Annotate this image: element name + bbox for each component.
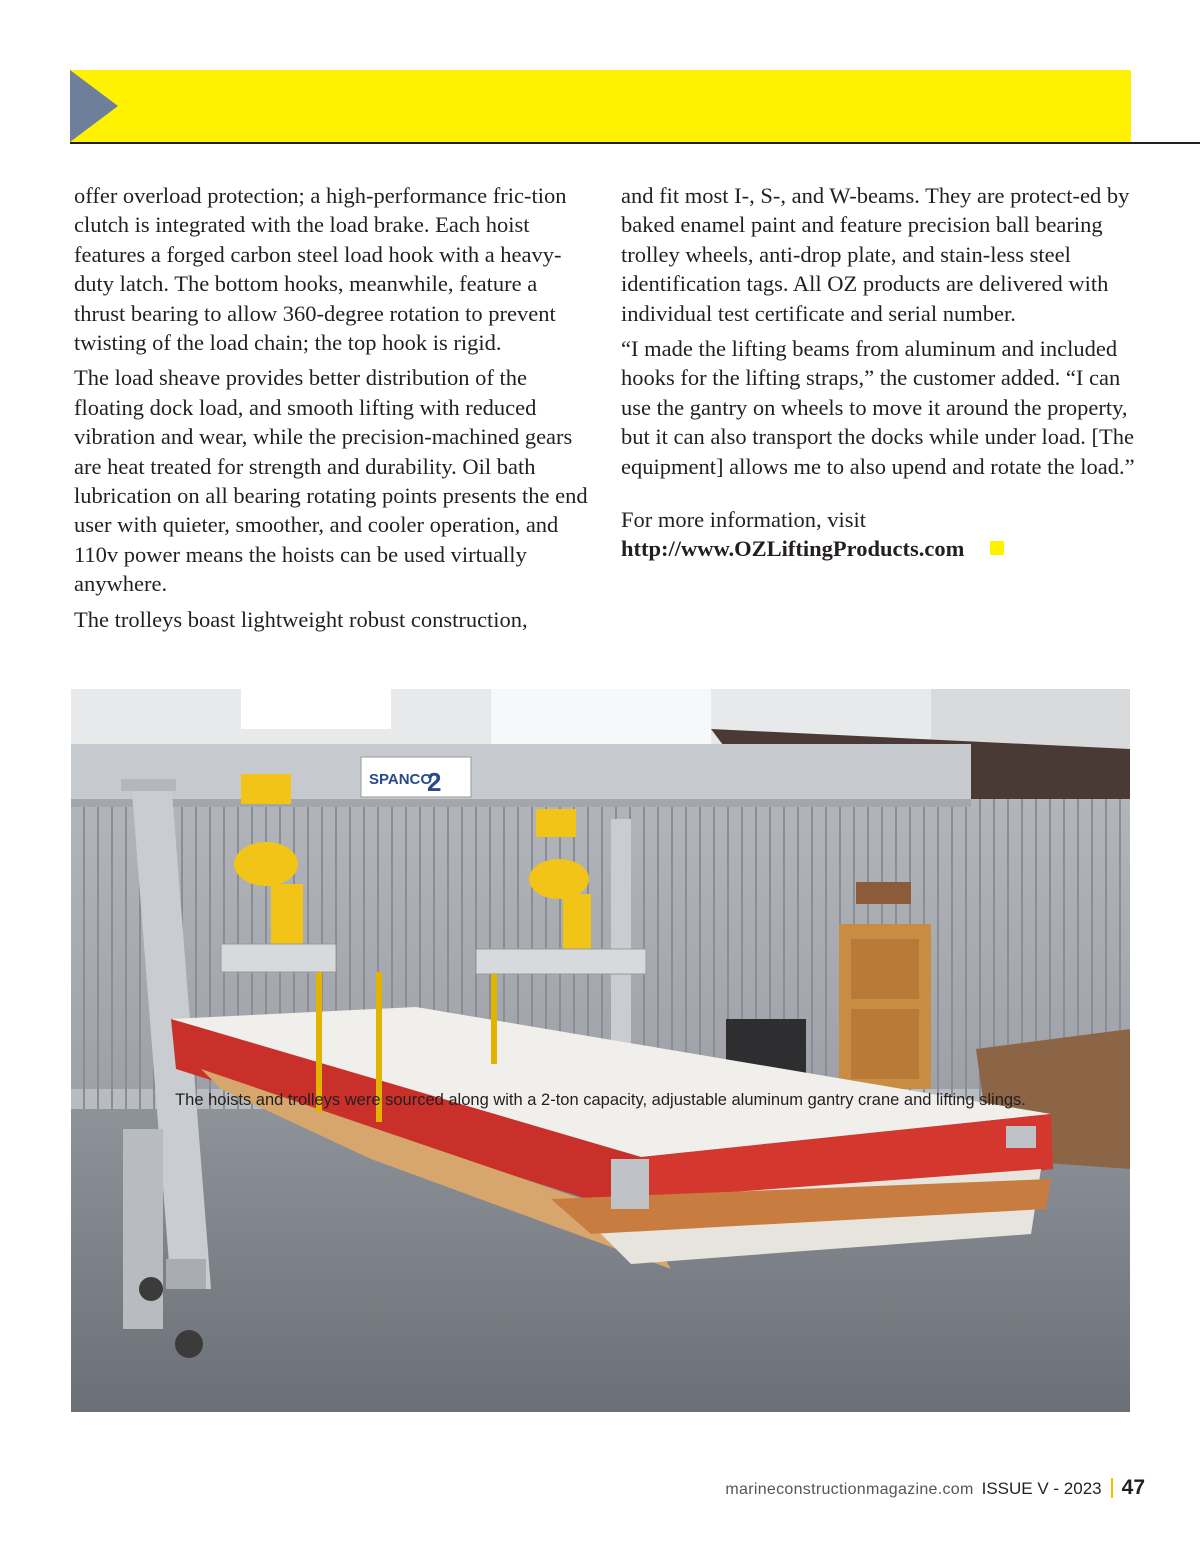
article-photo bbox=[71, 689, 1130, 1412]
header-rule bbox=[70, 142, 1200, 144]
more-info-line bbox=[621, 534, 1141, 563]
header-banner bbox=[70, 70, 1131, 142]
footer-issue: ISSUE V - 2023 bbox=[981, 1479, 1102, 1498]
crane-sign-brand: SPANCO bbox=[369, 771, 433, 788]
photo-caption: The hoists and trolleys were sourced along with a 2-ton capacity, adjustable aluminum gantry crane and lifting slings. bbox=[175, 1091, 1026, 1109]
left-column bbox=[74, 181, 594, 640]
page-footer bbox=[725, 1476, 1145, 1500]
header-arrow-icon bbox=[70, 70, 118, 142]
more-info-link[interactable]: http://www.OZLiftingProducts.com bbox=[621, 536, 965, 562]
end-of-article-icon bbox=[990, 541, 1004, 555]
page-number: 47 bbox=[1121, 1476, 1145, 1499]
paragraph: offer overload protection; a high-performance fric-tion clutch is integrated with the load brake. Each hoist features a forged carbon steel load hook with a heavy-duty latch. The bottom hooks, meanwhile, feature a thrust bearing to allow 360-degree rotation to prevent twisting of the load chain; the top hook is rigid. bbox=[74, 183, 567, 356]
footer-site: marineconstructionmagazine.com bbox=[725, 1481, 974, 1498]
paragraph: and fit most I-, S-, and W-beams. They are protect-ed by baked enamel paint and feature precision ball bearing trolley wheels, anti-drop plate, and stain-less steel identification tags. All OZ products are delivered with individual test certificate and serial number. bbox=[621, 183, 1130, 326]
paragraph: The load sheave provides better distribution of the floating dock load, and smooth lifting with reduced vibration and wear, while the precision-machined gears are heat treated for strength and durability. Oil bath lubrication on all bearing rotating points presents the end user with quieter, smoother, and cooler operation, and 110v power means the hoists can be used virtually anywhere. bbox=[74, 365, 588, 597]
paragraph: “I made the lifting beams from aluminum and included hooks for the lifting straps,” the customer added. “I can use the gantry on wheels to move it around the property, but it can also transport the docks while under load. [The equipment] allows me to also upend and rotate the load.” bbox=[621, 336, 1135, 479]
more-info-text: For more information, visit bbox=[621, 507, 866, 533]
right-column bbox=[621, 181, 1141, 564]
footer-separator bbox=[1111, 1478, 1113, 1498]
crane-sign-number: 2 bbox=[427, 767, 442, 797]
paragraph: The trolleys boast lightweight robust construction, bbox=[74, 606, 528, 632]
